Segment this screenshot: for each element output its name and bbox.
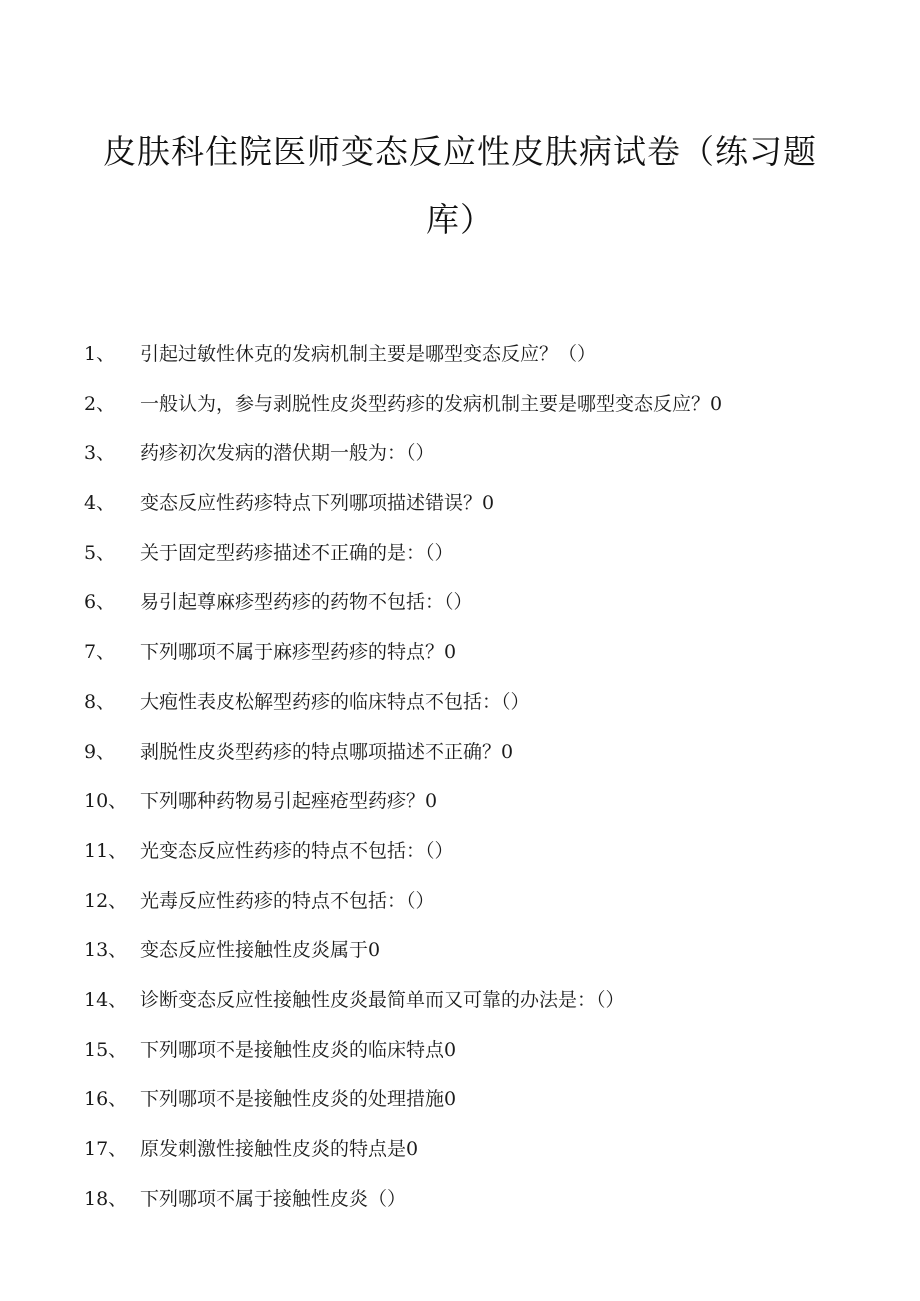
question-text: 易引起尊麻疹型药疹的药物不包括：（） [140,591,473,614]
question-text: 下列哪项不属于麻疹型药疹的特点？0 [140,641,457,664]
question-list [0,330,920,1224]
question-text: 诊断变态反应性接触性皮炎最简单而又可靠的办法是：（） [140,988,625,1011]
question-number: 17、 [84,1138,128,1160]
question-text: 药疹初次发病的潜伏期一般为：（） [140,442,435,465]
question-number: 12、 [84,889,128,912]
title-line-2: 库） [426,200,494,239]
question-number: 9、 [84,740,116,763]
question-text: 引起过敏性休克的发病机制主要是哪型变态反应？（） [140,343,597,365]
title-line-1: 皮肤科住院医师变态反应性皮肤病试卷（练习题 [103,132,817,171]
question-number: 16、 [84,1088,128,1111]
question-item [0,429,920,479]
question-number: 1、 [84,343,116,365]
question-item [0,877,920,927]
question-number: 2、 [84,392,116,415]
question-number: 5、 [84,541,116,564]
question-text: 大疱性表皮松解型药疹的临床特点不包括：（） [140,690,530,713]
question-item [0,1026,920,1076]
question-number: 13、 [84,939,128,962]
question-item [0,330,920,380]
question-item [0,976,920,1026]
question-item [0,678,920,728]
question-text: 下列哪项不是接触性皮炎的临床特点0 [140,1038,457,1061]
question-item [0,1175,920,1225]
question-number: 18、 [84,1187,128,1210]
question-number: 6、 [84,591,116,614]
question-item [0,578,920,628]
question-item [0,628,920,678]
question-item [0,1075,920,1125]
question-item [0,777,920,827]
page-title [60,118,860,254]
question-item [0,827,920,877]
question-text: 光变态反应性药疹的特点不包括：（） [140,839,454,862]
question-text: 下列哪项不是接触性皮炎的处理措施0 [140,1088,457,1111]
question-text: 光毒反应性药疹的特点不包括：（） [140,889,435,912]
question-item [0,380,920,430]
question-text: 剥脱性皮炎型药疹的特点哪项描述不正确？0 [140,740,514,763]
question-number: 10、 [84,790,128,813]
question-number: 15、 [84,1038,128,1061]
question-text: 变态反应性药疹特点下列哪项描述错误？0 [140,492,495,515]
question-item [0,479,920,529]
question-number: 7、 [84,641,116,664]
question-item [0,728,920,778]
question-number: 4、 [84,492,116,515]
question-item [0,529,920,579]
question-text: 原发刺激性接触性皮炎的特点是0 [140,1138,419,1160]
question-number: 8、 [84,690,116,713]
question-number: 3、 [84,442,116,465]
question-text: 一般认为，参与剥脱性皮炎型药疹的发病机制主要是哪型变态反应？0 [140,392,723,415]
question-text: 关于固定型药疹描述不正确的是：（） [140,541,454,564]
question-text: 下列哪项不属于接触性皮炎（） [140,1187,407,1210]
question-item [0,1125,920,1175]
question-number: 11、 [84,839,128,862]
question-text: 下列哪种药物易引起痤疮型药疹？0 [140,790,438,813]
question-number: 14、 [84,988,128,1011]
question-item [0,926,920,976]
question-text: 变态反应性接触性皮炎属于0 [140,939,381,962]
